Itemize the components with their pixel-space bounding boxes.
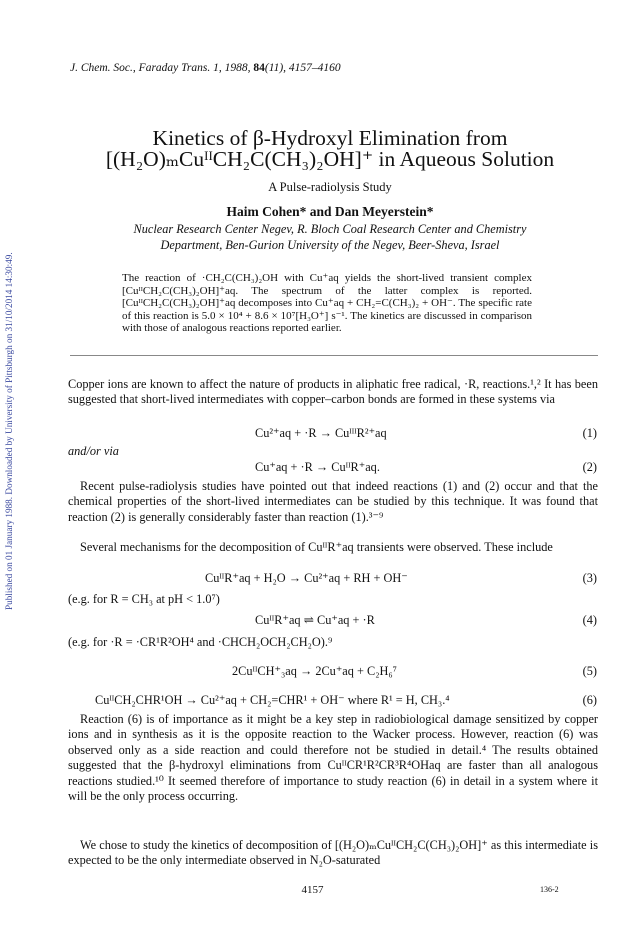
abstract-divider	[70, 355, 598, 356]
equation-1-number: (1)	[582, 426, 597, 440]
paragraph-intro: Copper ions are known to affect the nature of products in aliphatic free radical, ·R, reactions.¹,² It has been suggested that short-lived intermediates with copper–carbon bonds are formed in these systems via	[68, 377, 598, 407]
equation-3-number: (3)	[582, 571, 597, 585]
article-title-line-2: [(H₂O)ₘCuᴵᴵCH₂C(CH₃)₂OH]⁺ in Aqueous Solution	[105, 147, 555, 171]
printer-code: 136-2	[540, 885, 559, 894]
page-number: 4157	[301, 884, 324, 896]
affiliation: Nuclear Research Center Negev, R. Bloch Coal Research Center and Chemistry Department, Ben-Gurion University of the Negev, Beer-Sheva, Israel	[133, 222, 527, 252]
abstract: The reaction of ·CH₂C(CH₃)₂OH with Cu⁺aq yields the short-lived transient complex [CuᴵᴵCH₂C(CH₃)₂OH]⁺aq. The spectrum of the latter complex is reported. [CuᴵᴵCH₂C(CH₃)₂OH]⁺aq decomposes into Cu⁺aq + CH₂=C(CH₃)₂ + OH⁻. The specific rate of this reaction is 5.0 × 10⁴ + 8.6 × 10⁷[H₃O⁺] s⁻¹. The kinetics are discussed in comparison with those of analogous reactions reported earlier.	[122, 272, 532, 335]
equation-2: Cu⁺aq + ·R → CuᴵᴵR⁺aq.	[255, 460, 380, 474]
journal-citation: J. Chem. Soc., Faraday Trans. 1, 1988, 84(11), 4157–4160	[70, 62, 341, 74]
equation-6: CuᴵᴵCH₂CHR¹OH → Cu²⁺aq + CH₂=CHR¹ + OH⁻ where R¹ = H, CH₃.⁴	[95, 693, 450, 707]
paragraph-reaction-6: Reaction (6) is of importance as it might be a key step in radiobiological damage sensitized by copper ions and in synthesis as it is the opposite reaction to the Wacker process. However, reaction (6) was observed only as a side reaction and could therefore not be studied in detail.⁴ The results obtained suggested that the β-hydroxyl eliminations from CuᴵᴵCR¹R²CR³R⁴OHaq are faster than all analogous reactions studied.¹⁰ It seemed therefore of importance to study reaction (6) in detail in a system where it will be the only process occurring.	[68, 712, 598, 804]
equation-6-number: (6)	[582, 693, 597, 707]
authors: Haim Cohen* and Dan Meyerstein*	[226, 204, 434, 219]
equation-5: 2CuᴵᴵCH⁺₃aq → 2Cu⁺aq + C₂H₆⁷	[232, 664, 397, 678]
article-subtitle: A Pulse-radiolysis Study	[268, 180, 392, 194]
equation-4-number: (4)	[582, 613, 597, 627]
example-2: (e.g. for ·R = ·CR¹R²OH⁴ and ·CHCH₂OCH₂CH₂O).⁹	[68, 635, 333, 649]
paragraph-recent-studies: Recent pulse-radiolysis studies have pointed out that indeed reactions (1) and (2) occur and that the chemical properties of the short-lived intermediates can be studied by this technique. It was found that reaction (2) is generally considerably faster than reaction (1).³⁻⁹	[68, 479, 598, 524]
paragraph-mechanisms: Several mechanisms for the decomposition of CuᴵᴵR⁺aq transients were observed. These include	[80, 540, 553, 554]
equation-2-number: (2)	[582, 460, 597, 474]
article-title-line-1: Kinetics of β-Hydroxyl Elimination from	[152, 126, 508, 150]
paragraph-study-choice: We chose to study the kinetics of decomposition of [(H₂O)ₘCuᴵᴵCH₂C(CH₃)₂OH]⁺ as this intermediate is expected to be the only intermediate observed in N₂O-saturated	[68, 838, 598, 868]
equation-3: CuᴵᴵR⁺aq + H₂O → Cu²⁺aq + RH + OH⁻	[205, 571, 408, 585]
equation-1: Cu²⁺aq + ·R → CuᴵᴵᴵR²⁺aq	[255, 426, 387, 440]
and-or-via: and/or via	[68, 444, 119, 458]
equation-5-number: (5)	[582, 664, 597, 678]
example-1: (e.g. for R = CH₃ at pH < 1.0⁷)	[68, 592, 220, 606]
equation-4: CuᴵᴵR⁺aq ⇌ Cu⁺aq + ·R	[255, 613, 375, 627]
download-watermark: Published on 01 January 1988. Downloaded by University of Pittsburgh on 31/10/2014 14:30:49.	[4, 252, 14, 610]
